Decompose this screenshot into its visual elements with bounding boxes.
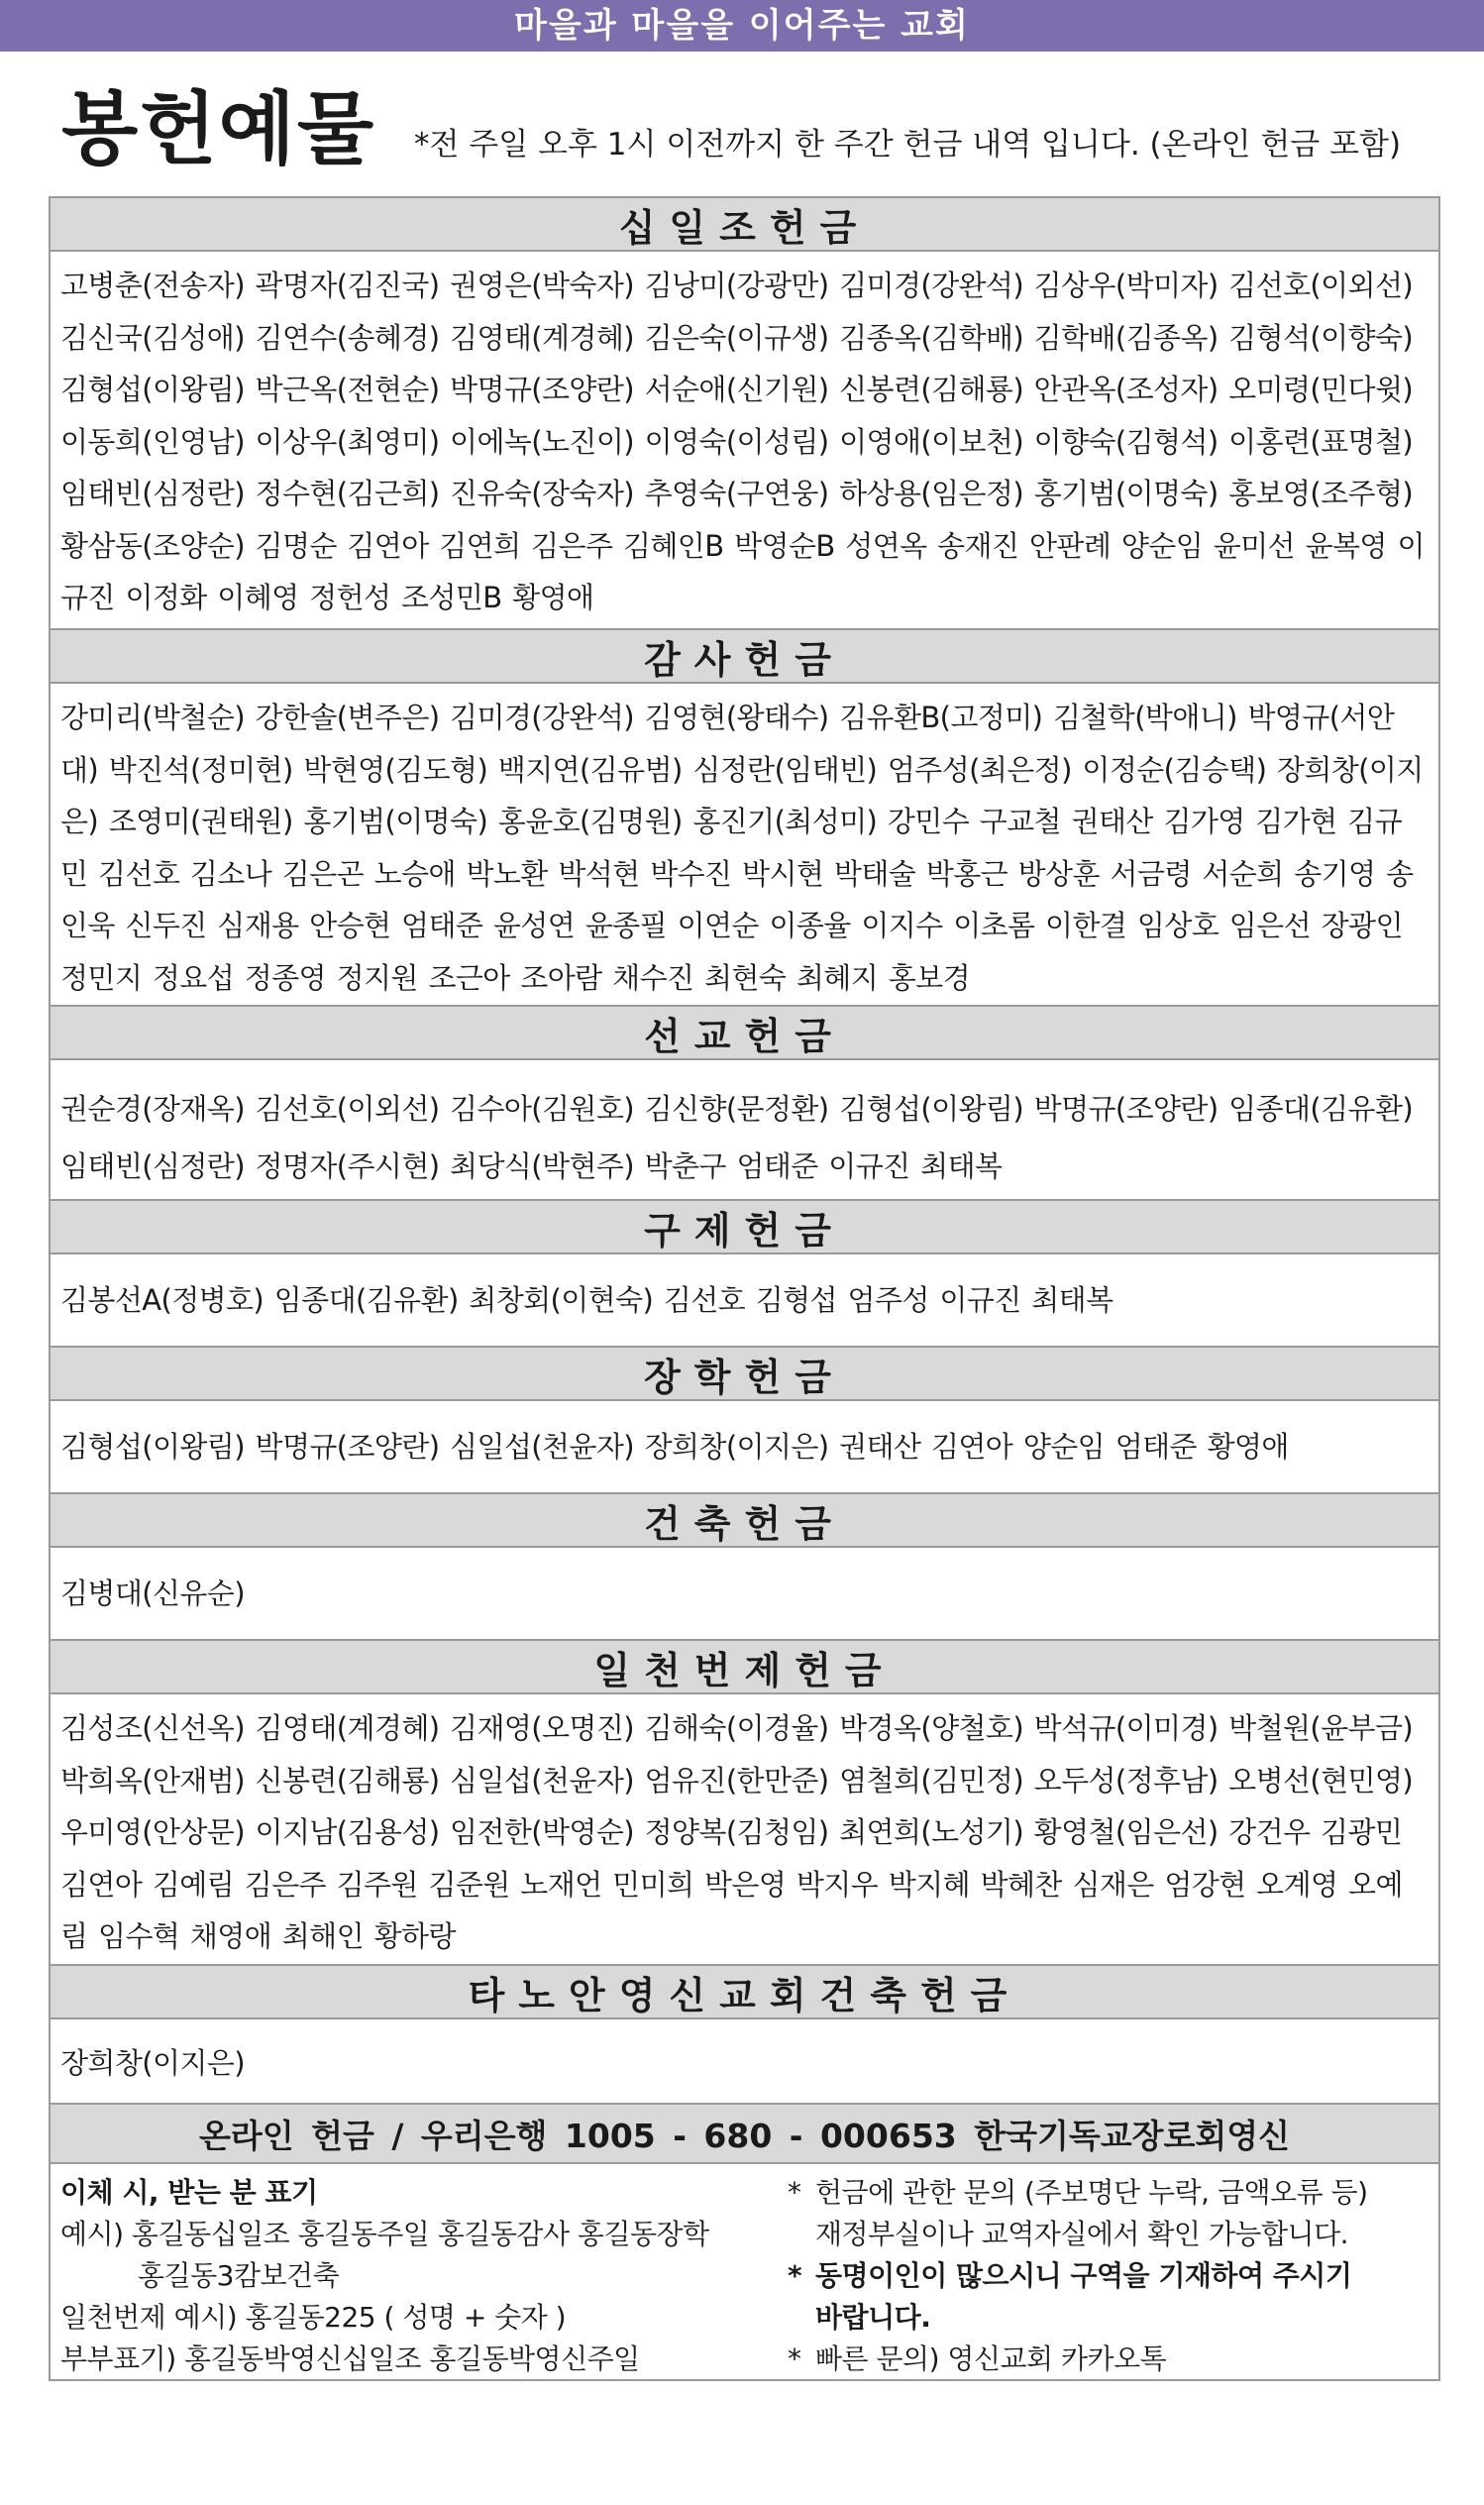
online-giving-bar: 온라인 헌금 / 우리은행 1005 - 680 - 000653 한국기독교장로회영신 bbox=[51, 2103, 1438, 2164]
note-1 bbox=[788, 2172, 1431, 2214]
page-title: 봉헌예물 bbox=[61, 82, 376, 175]
offering-list bbox=[49, 196, 1440, 2381]
section-title-mission: 선교헌금 bbox=[51, 1005, 1438, 1060]
section-title-tanoan: 타노안영신교회건축헌금 bbox=[51, 1964, 1438, 2019]
transfer-example-3: 부부표기) 홍길동박영신십일조 홍길동박영신주일 bbox=[60, 2342, 640, 2375]
section-title-thanks: 감사헌금 bbox=[51, 628, 1438, 684]
section-names-mission: 권순경(장재옥) 김선호(이외선) 김수아(김원호) 김신향(문정환) 김형섭(이왕림) 박명규(조양란) 임종대(김유환) 임태빈(심정란) 정명자(주시현) 최당식(박현주) 박춘구 엄태준 이규진 최태복 bbox=[60, 1092, 1414, 1183]
transfer-heading: 이체 시, 받는 분 표기 bbox=[60, 2176, 318, 2209]
section-names-thousand: 김성조(신선옥) 김영태(계경혜) 김재영(오명진) 김해숙(이경율) 박경옥(양철호) 박석규(이미경) 박철원(윤부금) 박희옥(안재범) 신봉련(김해룡) 심일섭(천윤자) 엄유진(한만준) 염철희(김민정) 오두성(정후남) 오병선(현민영) 우미영(안상문) 이지남(김용성) 임전한(박영순) 정양복(김청임) 최연희(노성기) 황영철(임은선) 강건우 김광민 김연아 김예림 김은주 김주원 김준원 노재언 민미희 박은영 박지우 박지혜 박혜찬 심재은 엄강현 오계영 오예림 임수혁 채영애 최해인 황하랑 bbox=[60, 1711, 1414, 1953]
note-bullet: * bbox=[788, 2342, 801, 2375]
header bbox=[0, 69, 1484, 188]
section-names-scholarship: 김형섭(이왕림) 박명규(조양란) 심일섭(천윤자) 장희창(이지은) 권태산 김연아 양순임 엄태준 황영애 bbox=[60, 1430, 1289, 1464]
note-1-line-2: 재정부실이나 교역자실에서 확인 가능합니다. bbox=[815, 2218, 1349, 2250]
note-2-cont bbox=[788, 2297, 1431, 2339]
transfer-example-1: 예시) 홍길동십일조 홍길동주일 홍길동감사 홍길동장학 bbox=[60, 2218, 709, 2250]
page-note: *전 주일 오후 1시 이전까지 한 주간 헌금 내역 입니다. (온라인 헌금 포함) bbox=[414, 127, 1402, 163]
section-names-tanoan: 장희창(이지은) bbox=[60, 2046, 245, 2080]
section-title-scholarship: 장학헌금 bbox=[51, 1346, 1438, 1401]
section-title-tithe: 십일조헌금 bbox=[51, 198, 1438, 252]
note-2-line-2: 바랍니다. bbox=[815, 2301, 931, 2334]
note-bullet: * bbox=[788, 2259, 802, 2292]
section-names-tithe: 고병춘(전송자) 곽명자(김진국) 권영은(박숙자) 김낭미(강광만) 김미경(강완석) 김상우(박미자) 김선호(이외선) 김신국(김성애) 김연수(송혜경) 김영태(계경혜) 김은숙(이규생) 김종옥(김학배) 김학배(김종옥) 김형석(이향숙) 김형섭(이왕림) 박근옥(전현순) 박명규(조양란) 서순애(신기원) 신봉련(김해룡) 안관옥(조성자) 오미령(민다윗) 이동희(인영남) 이상우(최영미) 이에녹(노진이) 이영숙(이성림) 이영애(이보천) 이향숙(김형석) 이홍련(표명철) 임태빈(심정란) 정수현(김근희) 진유숙(장숙자) 추영숙(구연웅) 하상용(임은정) 홍기범(이명숙) 홍보영(조주형) 황삼동(조양순) 김명순 김연아 김연희 김은주 김혜인B 박영순B 성연옥 송재진 안판례 양순임 윤미선 윤복영 이규진 이정화 이혜영 정헌성 조성민B 황영애 bbox=[60, 269, 1425, 614]
transfer-guide bbox=[60, 2172, 813, 2380]
top-banner: 마을과 마을을 이어주는 교회 bbox=[0, 0, 1484, 52]
section-title-building: 건축헌금 bbox=[51, 1492, 1438, 1548]
section-names-relief: 김봉선A(정병호) 임종대(김유환) 최창회(이현숙) 김선호 김형섭 엄주성 이규진 최태복 bbox=[60, 1283, 1113, 1317]
transfer-example-1-cont: 홍길동3캄보건축 bbox=[138, 2259, 340, 2292]
note-2 bbox=[788, 2255, 1431, 2297]
transfer-example-2: 일천번제 예시) 홍길동225 ( 성명 + 숫자 ) bbox=[60, 2301, 567, 2334]
section-title-relief: 구제헌금 bbox=[51, 1199, 1438, 1254]
note-3 bbox=[788, 2339, 1431, 2380]
note-1-cont bbox=[788, 2214, 1431, 2255]
note-2-line-1: 동명이인이 많으시니 구역을 기재하여 주시기 bbox=[815, 2259, 1352, 2292]
note-bullet: * bbox=[788, 2176, 801, 2209]
note-3-line-1: 빠른 문의) 영신교회 카카오톡 bbox=[815, 2342, 1167, 2375]
section-title-thousand: 일천번제헌금 bbox=[51, 1639, 1438, 1694]
section-names-building: 김병대(신유순) bbox=[60, 1577, 245, 1610]
section-names-thanks: 강미리(박철순) 강한솔(변주은) 김미경(강완석) 김영현(왕태수) 김유환B(고정미) 김철학(박애니) 박영규(서안대) 박진석(정미현) 박현영(김도형) 백지연(김유범) 심정란(임태빈) 엄주성(최은정) 이정순(김승택) 장희창(이지은) 조영미(권태원) 홍기범(이명숙) 홍윤호(김명원) 홍진기(최성미) 강민수 구교철 권태산 김가영 김가현 김규민 김선호 김소나 김은곤 노승애 박노환 박석현 박수진 박시현 박태술 박홍근 방상훈 서금령 서순희 송기영 송인욱 신두진 심재용 안승현 엄태준 윤성연 윤종필 이연순 이종율 이지수 이초롬 이한결 임상호 임은선 장광인 정민지 정요섭 정종영 정지원 조근아 조아람 채수진 최현숙 최혜지 홍보경 bbox=[60, 701, 1424, 995]
note-1-line-1: 헌금에 관한 문의 (주보명단 누락, 금액오류 등) bbox=[815, 2176, 1368, 2209]
inquiry-notes bbox=[788, 2172, 1431, 2380]
